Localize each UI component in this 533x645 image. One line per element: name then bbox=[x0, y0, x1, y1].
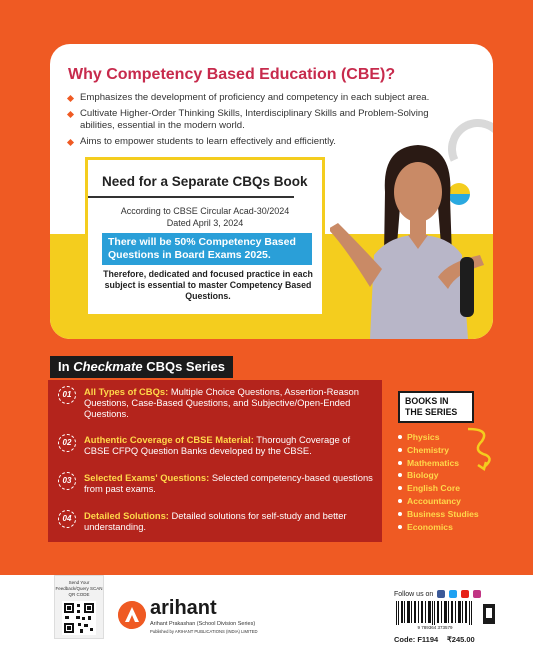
instagram-icon[interactable] bbox=[473, 590, 481, 598]
book-item: Economics bbox=[398, 521, 488, 534]
feature-number: 02 bbox=[58, 434, 76, 452]
book-item: Accountancy bbox=[398, 495, 488, 508]
squiggle-arrow-icon bbox=[462, 425, 498, 473]
feature-text: Selected competency-based questions from past exams. bbox=[84, 472, 373, 495]
book-item: Physics bbox=[398, 431, 488, 444]
need-title: Need for a Separate CBQs Book bbox=[102, 174, 308, 189]
follow-label: Follow us on bbox=[394, 590, 434, 598]
feature-title: All Types of CBQs: bbox=[84, 386, 169, 397]
need-title-rule bbox=[88, 196, 294, 198]
feature-text: Thorough Coverage of CBSE CFPQ Question Banks developed by the CBSE. bbox=[84, 434, 351, 457]
logo-text: arihant bbox=[150, 597, 217, 619]
barcode-icon bbox=[394, 601, 476, 625]
book-item: Mathematics bbox=[398, 457, 488, 470]
cbe-bullet: Cultivate Higher-Order Thinking Skills, Interdisciplinary Skills and Problem-Solving abilities, essential in the modern world. bbox=[68, 108, 448, 133]
publisher-emblem-icon bbox=[482, 603, 496, 625]
publisher-line: Published by ARIHANT PUBLICATIONS (INDIA) LIMITED bbox=[150, 629, 258, 634]
cbe-bullet: Aims to empower students to learn effectively and efficiently. bbox=[68, 136, 448, 149]
isbn-number: 9 789364 373579 bbox=[417, 625, 453, 630]
youtube-icon[interactable] bbox=[461, 590, 469, 598]
book-item: Chemistry bbox=[398, 444, 488, 457]
qr-label: Send Your Feedback/Query SCAN QR CODE bbox=[55, 580, 103, 597]
footer bbox=[0, 575, 533, 645]
cbe-title: Why Competency Based Education (CBE)? bbox=[68, 66, 396, 83]
features-panel bbox=[48, 380, 382, 542]
circular-date: Dated April 3, 2024 bbox=[166, 218, 244, 228]
series-suffix: CBQs Series bbox=[146, 359, 225, 374]
feature-title: Authentic Coverage of CBSE Material: bbox=[84, 434, 254, 445]
product-code: Code: F1194 bbox=[394, 635, 439, 644]
arihant-logo-icon bbox=[118, 601, 146, 629]
highlight-band: There will be 50% Competency Based Questions in Board Exams 2025. bbox=[102, 233, 312, 265]
feature-text: Multiple Choice Questions, Assertion-Reason Questions, Case-Based Questions, and Subjective/Open-Ended Questions. bbox=[84, 386, 359, 420]
feature-title: Detailed Solutions: bbox=[84, 510, 169, 521]
circular-reference: According to CBSE Circular Acad-30/2024 bbox=[120, 206, 290, 216]
series-banner bbox=[50, 356, 233, 378]
follow-us bbox=[394, 590, 481, 598]
books-title: BOOKS IN THE SERIES bbox=[398, 391, 474, 423]
feature-number: 03 bbox=[58, 472, 76, 490]
feedback-box bbox=[54, 575, 104, 639]
therefore-text: Therefore, dedicated and focused practice in each subject is essential to master Competency Based Questions. bbox=[103, 269, 313, 301]
feature-title: Selected Exams' Questions: bbox=[84, 472, 210, 483]
price: ₹245.00 bbox=[447, 635, 475, 644]
series-prefix: In bbox=[58, 359, 70, 374]
series-brand: Checkmate bbox=[73, 359, 143, 374]
feature-number: 04 bbox=[58, 510, 76, 528]
barcode bbox=[394, 601, 476, 633]
cbe-bullet: Emphasizes the development of proficiency and competency in each subject area. bbox=[68, 92, 448, 105]
qr-code-icon bbox=[62, 601, 96, 635]
facebook-icon[interactable] bbox=[437, 590, 445, 598]
imprint-line: Arihant Prakashan (School Division Series) bbox=[150, 621, 256, 627]
student-photo bbox=[330, 137, 500, 339]
feature-number: 01 bbox=[58, 386, 76, 404]
twitter-icon[interactable] bbox=[449, 590, 457, 598]
book-item: Biology bbox=[398, 469, 488, 482]
need-box bbox=[85, 157, 325, 317]
book-item: English Core bbox=[398, 482, 488, 495]
feature-text: Detailed solutions for self-study and better understanding. bbox=[84, 510, 347, 533]
book-item: Business Studies bbox=[398, 508, 488, 521]
